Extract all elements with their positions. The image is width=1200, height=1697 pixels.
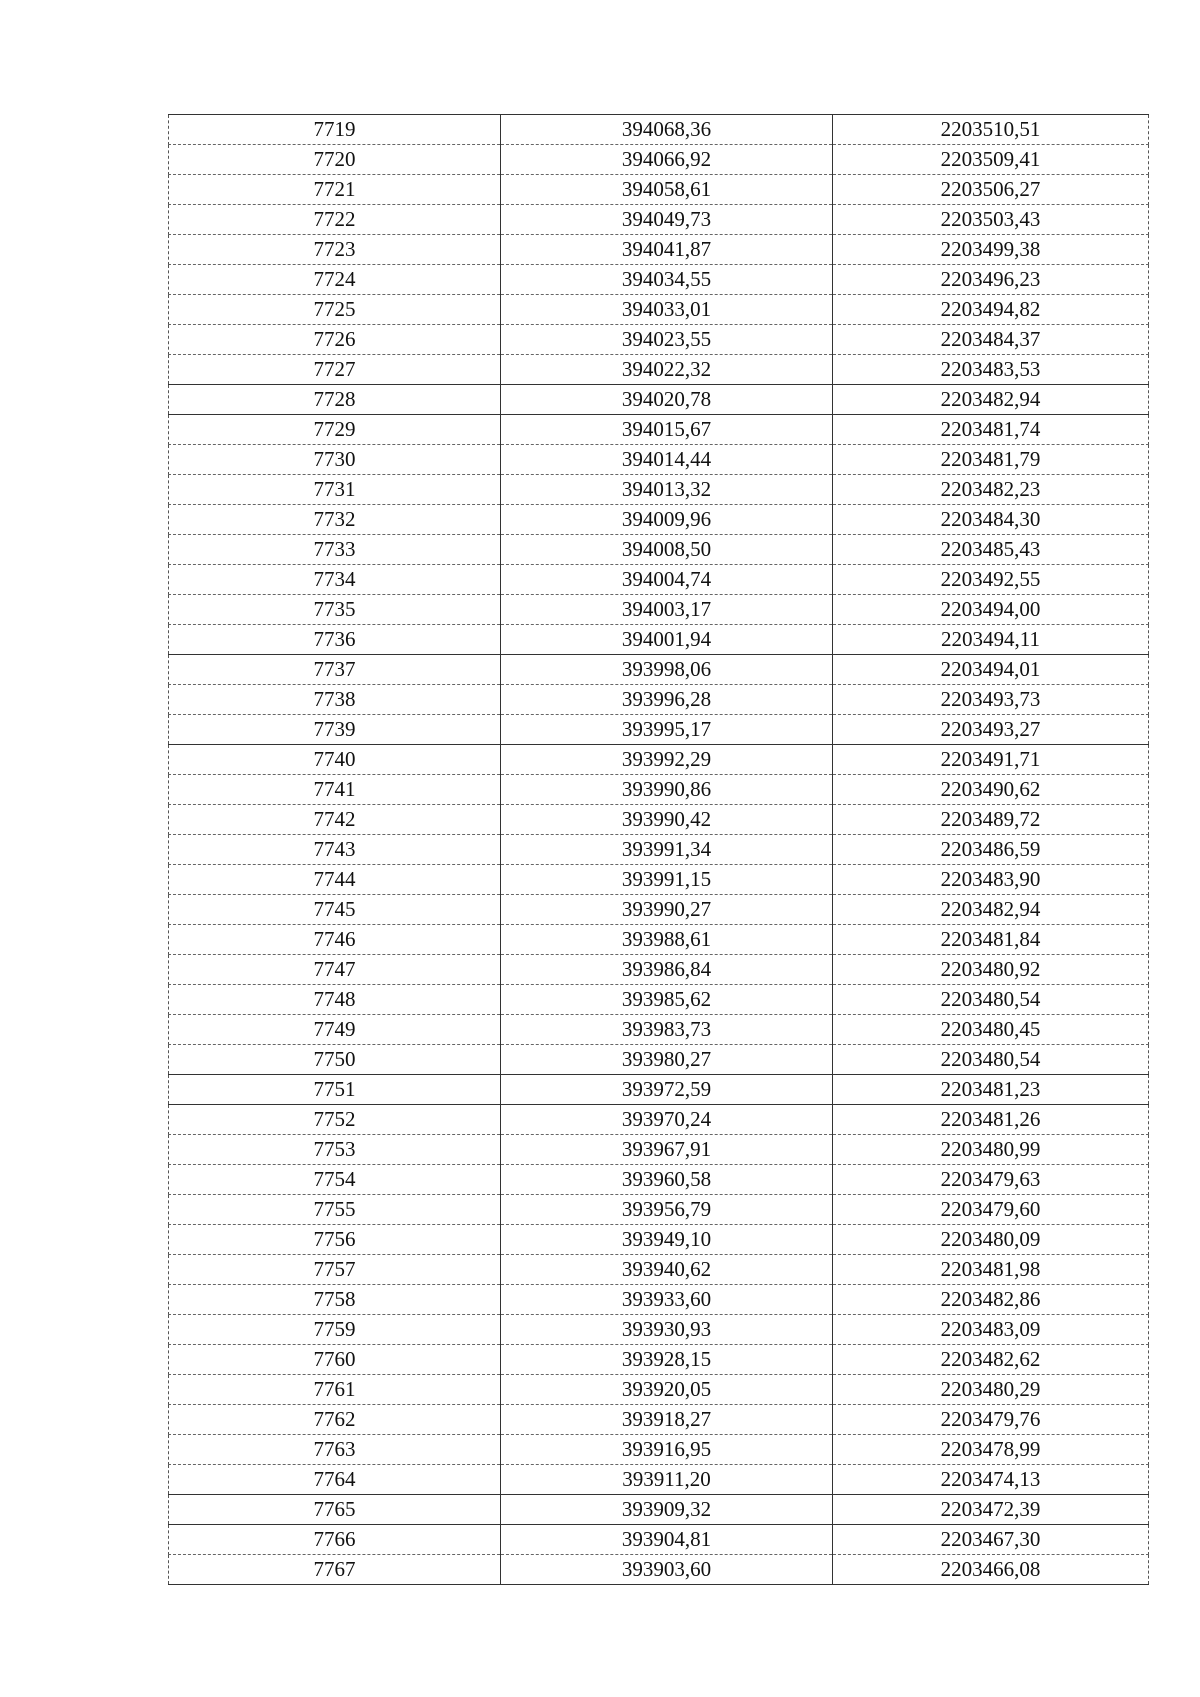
y-coordinate-cell: 2203480,54 <box>833 1045 1149 1075</box>
point-number-cell: 7746 <box>169 925 501 955</box>
y-coordinate-cell: 2203482,94 <box>833 895 1149 925</box>
table-row <box>169 325 1149 355</box>
table-row <box>169 835 1149 865</box>
x-coordinate-cell: 393918,27 <box>501 1405 833 1435</box>
x-coordinate-cell: 393916,95 <box>501 1435 833 1465</box>
table-row <box>169 565 1149 595</box>
table-row <box>169 1285 1149 1315</box>
x-coordinate-cell: 393949,10 <box>501 1225 833 1255</box>
x-coordinate-cell: 394022,32 <box>501 355 833 385</box>
table-row <box>169 235 1149 265</box>
point-number-cell: 7761 <box>169 1375 501 1405</box>
point-number-cell: 7725 <box>169 295 501 325</box>
x-coordinate-cell: 394020,78 <box>501 385 833 415</box>
y-coordinate-cell: 2203480,99 <box>833 1135 1149 1165</box>
point-number-cell: 7759 <box>169 1315 501 1345</box>
y-coordinate-cell: 2203480,29 <box>833 1375 1149 1405</box>
point-number-cell: 7731 <box>169 475 501 505</box>
y-coordinate-cell: 2203481,74 <box>833 415 1149 445</box>
table-row <box>169 895 1149 925</box>
y-coordinate-cell: 2203480,92 <box>833 955 1149 985</box>
y-coordinate-cell: 2203482,62 <box>833 1345 1149 1375</box>
x-coordinate-cell: 394023,55 <box>501 325 833 355</box>
point-number-cell: 7724 <box>169 265 501 295</box>
point-number-cell: 7728 <box>169 385 501 415</box>
coordinates-table-body <box>169 115 1149 1585</box>
table-row <box>169 1045 1149 1075</box>
point-number-cell: 7734 <box>169 565 501 595</box>
point-number-cell: 7743 <box>169 835 501 865</box>
y-coordinate-cell: 2203479,63 <box>833 1165 1149 1195</box>
point-number-cell: 7754 <box>169 1165 501 1195</box>
x-coordinate-cell: 393991,15 <box>501 865 833 895</box>
x-coordinate-cell: 394058,61 <box>501 175 833 205</box>
x-coordinate-cell: 393904,81 <box>501 1525 833 1555</box>
y-coordinate-cell: 2203494,82 <box>833 295 1149 325</box>
y-coordinate-cell: 2203481,84 <box>833 925 1149 955</box>
point-number-cell: 7751 <box>169 1075 501 1105</box>
point-number-cell: 7721 <box>169 175 501 205</box>
y-coordinate-cell: 2203480,09 <box>833 1225 1149 1255</box>
point-number-cell: 7738 <box>169 685 501 715</box>
table-row <box>169 1495 1149 1525</box>
y-coordinate-cell: 2203494,00 <box>833 595 1149 625</box>
x-coordinate-cell: 393990,42 <box>501 805 833 835</box>
x-coordinate-cell: 393930,93 <box>501 1315 833 1345</box>
x-coordinate-cell: 393986,84 <box>501 955 833 985</box>
table-row <box>169 535 1149 565</box>
point-number-cell: 7740 <box>169 745 501 775</box>
y-coordinate-cell: 2203503,43 <box>833 205 1149 235</box>
y-coordinate-cell: 2203478,99 <box>833 1435 1149 1465</box>
y-coordinate-cell: 2203490,62 <box>833 775 1149 805</box>
point-number-cell: 7763 <box>169 1435 501 1465</box>
table-row <box>169 175 1149 205</box>
x-coordinate-cell: 393990,27 <box>501 895 833 925</box>
y-coordinate-cell: 2203481,23 <box>833 1075 1149 1105</box>
point-number-cell: 7727 <box>169 355 501 385</box>
x-coordinate-cell: 393980,27 <box>501 1045 833 1075</box>
table-row <box>169 865 1149 895</box>
table-row <box>169 505 1149 535</box>
point-number-cell: 7741 <box>169 775 501 805</box>
point-number-cell: 7767 <box>169 1555 501 1585</box>
y-coordinate-cell: 2203509,41 <box>833 145 1149 175</box>
y-coordinate-cell: 2203506,27 <box>833 175 1149 205</box>
x-coordinate-cell: 394001,94 <box>501 625 833 655</box>
coordinates-table <box>168 114 1149 1585</box>
point-number-cell: 7753 <box>169 1135 501 1165</box>
x-coordinate-cell: 394034,55 <box>501 265 833 295</box>
table-row <box>169 1315 1149 1345</box>
y-coordinate-cell: 2203485,43 <box>833 535 1149 565</box>
table-row <box>169 295 1149 325</box>
x-coordinate-cell: 394041,87 <box>501 235 833 265</box>
point-number-cell: 7739 <box>169 715 501 745</box>
x-coordinate-cell: 394049,73 <box>501 205 833 235</box>
point-number-cell: 7735 <box>169 595 501 625</box>
point-number-cell: 7733 <box>169 535 501 565</box>
point-number-cell: 7747 <box>169 955 501 985</box>
table-row <box>169 745 1149 775</box>
y-coordinate-cell: 2203492,55 <box>833 565 1149 595</box>
point-number-cell: 7732 <box>169 505 501 535</box>
table-row <box>169 805 1149 835</box>
table-row <box>169 1345 1149 1375</box>
point-number-cell: 7729 <box>169 415 501 445</box>
table-row <box>169 1555 1149 1585</box>
x-coordinate-cell: 393996,28 <box>501 685 833 715</box>
table-row <box>169 715 1149 745</box>
table-row <box>169 655 1149 685</box>
x-coordinate-cell: 393990,86 <box>501 775 833 805</box>
x-coordinate-cell: 393933,60 <box>501 1285 833 1315</box>
table-row <box>169 265 1149 295</box>
x-coordinate-cell: 393911,20 <box>501 1465 833 1495</box>
x-coordinate-cell: 393995,17 <box>501 715 833 745</box>
x-coordinate-cell: 394004,74 <box>501 565 833 595</box>
y-coordinate-cell: 2203482,23 <box>833 475 1149 505</box>
x-coordinate-cell: 393991,34 <box>501 835 833 865</box>
x-coordinate-cell: 393998,06 <box>501 655 833 685</box>
table-row <box>169 415 1149 445</box>
y-coordinate-cell: 2203480,54 <box>833 985 1149 1015</box>
x-coordinate-cell: 394068,36 <box>501 115 833 145</box>
point-number-cell: 7722 <box>169 205 501 235</box>
x-coordinate-cell: 393970,24 <box>501 1105 833 1135</box>
x-coordinate-cell: 393972,59 <box>501 1075 833 1105</box>
point-number-cell: 7760 <box>169 1345 501 1375</box>
y-coordinate-cell: 2203481,79 <box>833 445 1149 475</box>
x-coordinate-cell: 394003,17 <box>501 595 833 625</box>
y-coordinate-cell: 2203481,26 <box>833 1105 1149 1135</box>
y-coordinate-cell: 2203472,39 <box>833 1495 1149 1525</box>
x-coordinate-cell: 393956,79 <box>501 1195 833 1225</box>
point-number-cell: 7737 <box>169 655 501 685</box>
x-coordinate-cell: 394015,67 <box>501 415 833 445</box>
point-number-cell: 7764 <box>169 1465 501 1495</box>
point-number-cell: 7744 <box>169 865 501 895</box>
table-row <box>169 1135 1149 1165</box>
point-number-cell: 7730 <box>169 445 501 475</box>
point-number-cell: 7762 <box>169 1405 501 1435</box>
point-number-cell: 7752 <box>169 1105 501 1135</box>
point-number-cell: 7726 <box>169 325 501 355</box>
x-coordinate-cell: 394033,01 <box>501 295 833 325</box>
y-coordinate-cell: 2203479,60 <box>833 1195 1149 1225</box>
y-coordinate-cell: 2203483,53 <box>833 355 1149 385</box>
table-row <box>169 1465 1149 1495</box>
y-coordinate-cell: 2203484,30 <box>833 505 1149 535</box>
y-coordinate-cell: 2203489,72 <box>833 805 1149 835</box>
x-coordinate-cell: 393909,32 <box>501 1495 833 1525</box>
point-number-cell: 7723 <box>169 235 501 265</box>
table-row <box>169 355 1149 385</box>
point-number-cell: 7736 <box>169 625 501 655</box>
y-coordinate-cell: 2203482,86 <box>833 1285 1149 1315</box>
table-row <box>169 1225 1149 1255</box>
table-row <box>169 625 1149 655</box>
table-row <box>169 205 1149 235</box>
point-number-cell: 7720 <box>169 145 501 175</box>
x-coordinate-cell: 393988,61 <box>501 925 833 955</box>
x-coordinate-cell: 393967,91 <box>501 1135 833 1165</box>
table-row <box>169 1105 1149 1135</box>
x-coordinate-cell: 394013,32 <box>501 475 833 505</box>
table-row <box>169 925 1149 955</box>
table-row <box>169 445 1149 475</box>
x-coordinate-cell: 393960,58 <box>501 1165 833 1195</box>
point-number-cell: 7745 <box>169 895 501 925</box>
table-row <box>169 1525 1149 1555</box>
point-number-cell: 7758 <box>169 1285 501 1315</box>
point-number-cell: 7755 <box>169 1195 501 1225</box>
table-row <box>169 1075 1149 1105</box>
point-number-cell: 7748 <box>169 985 501 1015</box>
table-row <box>169 145 1149 175</box>
y-coordinate-cell: 2203493,27 <box>833 715 1149 745</box>
table-row <box>169 1435 1149 1465</box>
y-coordinate-cell: 2203482,94 <box>833 385 1149 415</box>
x-coordinate-cell: 394014,44 <box>501 445 833 475</box>
y-coordinate-cell: 2203467,30 <box>833 1525 1149 1555</box>
y-coordinate-cell: 2203499,38 <box>833 235 1149 265</box>
x-coordinate-cell: 394009,96 <box>501 505 833 535</box>
x-coordinate-cell: 393985,62 <box>501 985 833 1015</box>
table-row <box>169 1375 1149 1405</box>
x-coordinate-cell: 393940,62 <box>501 1255 833 1285</box>
y-coordinate-cell: 2203494,11 <box>833 625 1149 655</box>
table-row <box>169 1195 1149 1225</box>
table-row <box>169 385 1149 415</box>
y-coordinate-cell: 2203483,90 <box>833 865 1149 895</box>
x-coordinate-cell: 394066,92 <box>501 145 833 175</box>
table-row <box>169 775 1149 805</box>
y-coordinate-cell: 2203494,01 <box>833 655 1149 685</box>
x-coordinate-cell: 393920,05 <box>501 1375 833 1405</box>
x-coordinate-cell: 393928,15 <box>501 1345 833 1375</box>
point-number-cell: 7766 <box>169 1525 501 1555</box>
y-coordinate-cell: 2203474,13 <box>833 1465 1149 1495</box>
y-coordinate-cell: 2203491,71 <box>833 745 1149 775</box>
y-coordinate-cell: 2203493,73 <box>833 685 1149 715</box>
point-number-cell: 7750 <box>169 1045 501 1075</box>
y-coordinate-cell: 2203486,59 <box>833 835 1149 865</box>
x-coordinate-cell: 393992,29 <box>501 745 833 775</box>
y-coordinate-cell: 2203481,98 <box>833 1255 1149 1285</box>
table-row <box>169 475 1149 505</box>
y-coordinate-cell: 2203510,51 <box>833 115 1149 145</box>
x-coordinate-cell: 393983,73 <box>501 1015 833 1045</box>
point-number-cell: 7756 <box>169 1225 501 1255</box>
x-coordinate-cell: 393903,60 <box>501 1555 833 1585</box>
y-coordinate-cell: 2203466,08 <box>833 1555 1149 1585</box>
point-number-cell: 7749 <box>169 1015 501 1045</box>
table-row <box>169 595 1149 625</box>
y-coordinate-cell: 2203479,76 <box>833 1405 1149 1435</box>
point-number-cell: 7742 <box>169 805 501 835</box>
table-row <box>169 685 1149 715</box>
point-number-cell: 7719 <box>169 115 501 145</box>
y-coordinate-cell: 2203483,09 <box>833 1315 1149 1345</box>
y-coordinate-cell: 2203480,45 <box>833 1015 1149 1045</box>
point-number-cell: 7757 <box>169 1255 501 1285</box>
y-coordinate-cell: 2203484,37 <box>833 325 1149 355</box>
table-row <box>169 1165 1149 1195</box>
table-row <box>169 1015 1149 1045</box>
y-coordinate-cell: 2203496,23 <box>833 265 1149 295</box>
table-row <box>169 955 1149 985</box>
table-row <box>169 115 1149 145</box>
table-row <box>169 1405 1149 1435</box>
table-row <box>169 985 1149 1015</box>
table-row <box>169 1255 1149 1285</box>
point-number-cell: 7765 <box>169 1495 501 1525</box>
x-coordinate-cell: 394008,50 <box>501 535 833 565</box>
